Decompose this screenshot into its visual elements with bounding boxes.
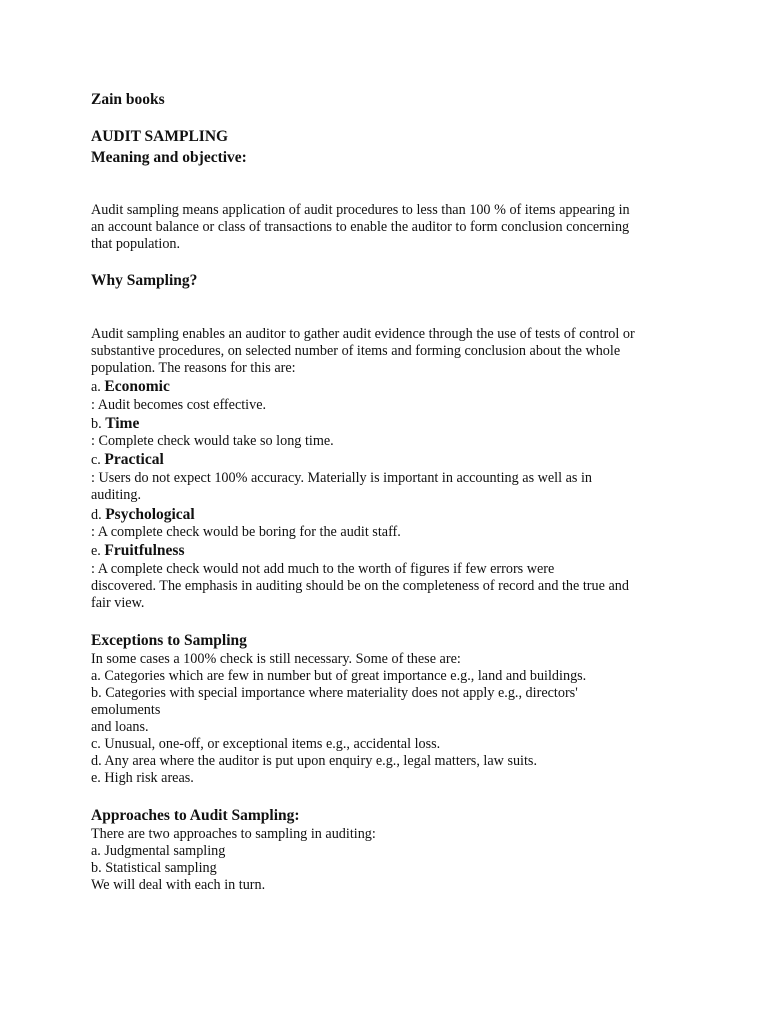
reason-name: Economic	[104, 378, 170, 395]
approach-line: There are two approaches to sampling in auditing:	[91, 826, 376, 842]
why-paragraph-line: population. The reasons for this are:	[91, 360, 296, 376]
reason-title	[91, 542, 185, 560]
reason-desc: : Complete check would take so long time.	[91, 433, 334, 449]
exception-line: b. Categories with special importance where materiality does not apply e.g., directors'	[91, 685, 578, 701]
reason-name: Fruitfulness	[104, 542, 185, 559]
why-paragraph-line: substantive procedures, on selected number of items and forming conclusion about the whole	[91, 343, 621, 359]
reason-desc: discovered. The emphasis in auditing should be on the completeness of record and the true and	[91, 578, 629, 594]
intro-line: that population.	[91, 236, 181, 252]
reason-desc: : A complete check would not add much to the worth of figures if few errors were	[91, 561, 555, 577]
why-paragraph-line: Audit sampling enables an auditor to gather audit evidence through the use of tests of control or	[91, 326, 635, 342]
reason-letter: a.	[91, 379, 101, 395]
reason-letter: e.	[91, 543, 101, 559]
reason-desc: : A complete check would be boring for the audit staff.	[91, 524, 401, 540]
approach-line: We will deal with each in turn.	[91, 877, 266, 893]
exception-line: In some cases a 100% check is still necessary. Some of these are:	[91, 651, 461, 667]
approach-line: b. Statistical sampling	[91, 860, 217, 876]
document-title: AUDIT SAMPLING	[91, 128, 229, 145]
intro-line: an account balance or class of transactions to enable the auditor to form conclusion concerning	[91, 219, 630, 235]
section-heading-approaches: Approaches to Audit Sampling:	[91, 807, 300, 824]
exception-line: a. Categories which are few in number but of great importance e.g., land and buildings.	[91, 668, 587, 684]
exception-line: and loans.	[91, 719, 149, 735]
reason-title	[91, 506, 195, 524]
section-heading-exceptions: Exceptions to Sampling	[91, 632, 247, 649]
brand-name: Zain books	[91, 91, 165, 108]
reason-letter: d.	[91, 507, 102, 523]
reason-title	[91, 415, 139, 433]
reason-title	[91, 451, 164, 469]
reason-name: Time	[105, 415, 140, 432]
reason-desc: : Users do not expect 100% accuracy. Materially is important in accounting as well as in	[91, 470, 593, 486]
reason-desc: : Audit becomes cost effective.	[91, 397, 267, 413]
intro-line: Audit sampling means application of audit procedures to less than 100 % of items appearing in	[91, 202, 630, 218]
exception-line: e. High risk areas.	[91, 770, 194, 786]
exception-line: d. Any area where the auditor is put upon enquiry e.g., legal matters, law suits.	[91, 753, 538, 769]
exception-line: emoluments	[91, 702, 161, 718]
section-heading-meaning: Meaning and objective:	[91, 149, 247, 166]
approach-line: a. Judgmental sampling	[91, 843, 226, 859]
exception-line: c. Unusual, one-off, or exceptional items e.g., accidental loss.	[91, 736, 441, 752]
section-heading-why: Why Sampling?	[91, 272, 198, 289]
reason-name: Practical	[104, 451, 164, 468]
reason-letter: c.	[91, 452, 101, 468]
reason-desc: auditing.	[91, 487, 142, 503]
reason-letter: b.	[91, 416, 102, 432]
reason-name: Psychological	[105, 506, 195, 523]
reason-desc: fair view.	[91, 595, 145, 611]
reason-title	[91, 378, 170, 396]
